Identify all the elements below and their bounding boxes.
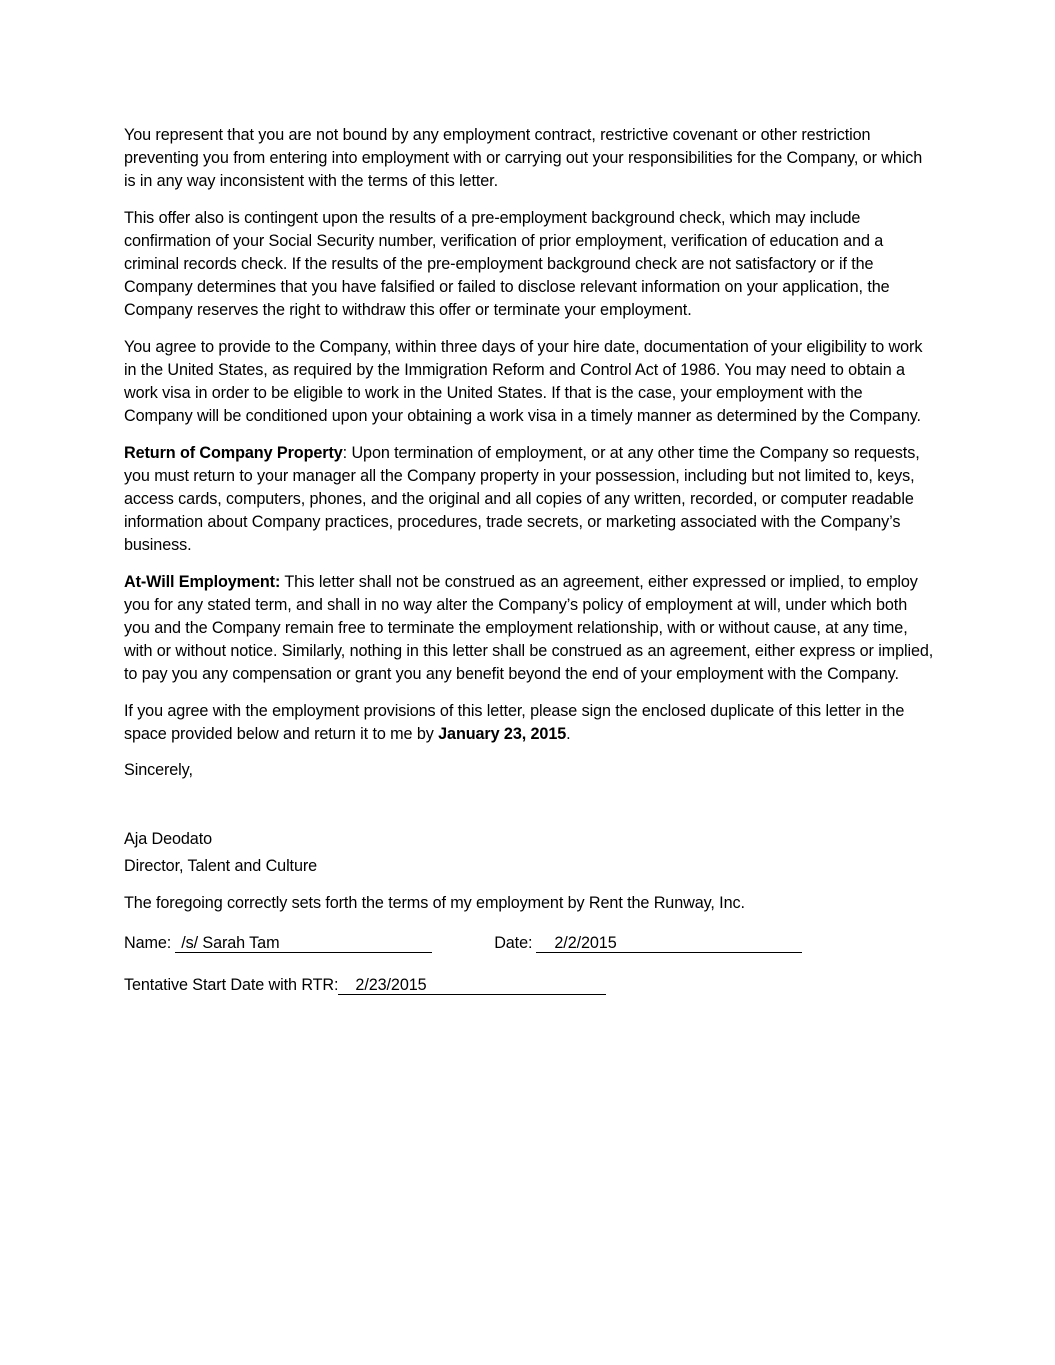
paragraph-no-restrictions: You represent that you are not bound by any employment contract, restrictive covenant or other restriction preventing you from entering into employment with or carrying out your responsibilities for the Company, or which is in any way inconsistent with the terms of this letter.: [124, 126, 923, 191]
signer-title: Director, Talent and Culture: [124, 857, 318, 876]
name-date-row: [124, 932, 934, 955]
closing: Sincerely,: [124, 761, 193, 780]
paragraph-at-will: [124, 571, 934, 686]
at-will-text: This letter shall not be construed as an agreement, either expressed or implied, to employ you for any stated term, and shall in no way alter the Company’s policy of employment at will, under which both you and the Company remain free to terminate the employment relationship, with or without cause, at any time, with or without notice. Similarly, nothing in this letter shall be construed as an agreement, either express or implied, to pay you any compensation or grant you any benefit beyond the end of your employment with the Company.: [124, 572, 934, 683]
acknowledgement: The foregoing correctly sets forth the terms of my employment by Rent the Runway, Inc.: [124, 894, 745, 913]
sign-request-end: .: [566, 724, 571, 743]
name-field: /s/ Sarah Tam: [175, 935, 432, 953]
start-date-field: 2/23/2015: [338, 977, 606, 995]
name-label: Name:: [124, 934, 172, 953]
paragraph-background-check: This offer also is contingent upon the results of a pre-employment background check, which may include confirmation of your Social Security number, verification of prior employment, verification of education and a criminal records check. If the results of the pre-employment background check are not satisfactory or if the Company determines that you have falsified or failed to disclose relevant information on your application, the Company reserves the right to withdraw this offer or terminate your employment.: [124, 208, 890, 320]
signer-name: Aja Deodato: [124, 830, 212, 849]
letter-page: [124, 124, 934, 997]
date-label: Date:: [494, 934, 533, 953]
paragraph-work-eligibility: You agree to provide to the Company, within three days of your hire date, documentation of your eligibility to work in the United States, as required by the Immigration Reform and Control Act of 1986. You may need to obtain a work visa in order to be eligible to work in the United States. If that is the case, your employment with the Company will be conditioned upon your obtaining a work visa in a timely manner as determined by the Company.: [124, 337, 923, 426]
paragraph-company-property: [124, 442, 934, 557]
at-will-heading: At-Will Employment:: [124, 572, 281, 591]
sign-request-text: If you agree with the employment provisions of this letter, please sign the enclosed duplicate of this letter in the space provided below and return it to me by: [124, 701, 905, 743]
paragraph-sign-request: [124, 700, 934, 746]
start-date-label: Tentative Start Date with RTR:: [124, 975, 339, 994]
sign-deadline: January 23, 2015: [438, 724, 567, 743]
date-field: 2/2/2015: [536, 935, 802, 953]
start-date-row: [124, 974, 934, 997]
company-property-heading: Return of Company Property: [124, 443, 343, 462]
company-property-text: : Upon termination of employment, or at any other time the Company so requests, you must return to your manager all the Company property in your possession, including but not limited to, keys, access cards, computers, phones, and the original and all copies of any written, recorded, or computer readable information about Company practices, procedures, trade secrets, or marketing associated with the Company’s business.: [124, 443, 920, 554]
signature-block: [124, 826, 934, 880]
